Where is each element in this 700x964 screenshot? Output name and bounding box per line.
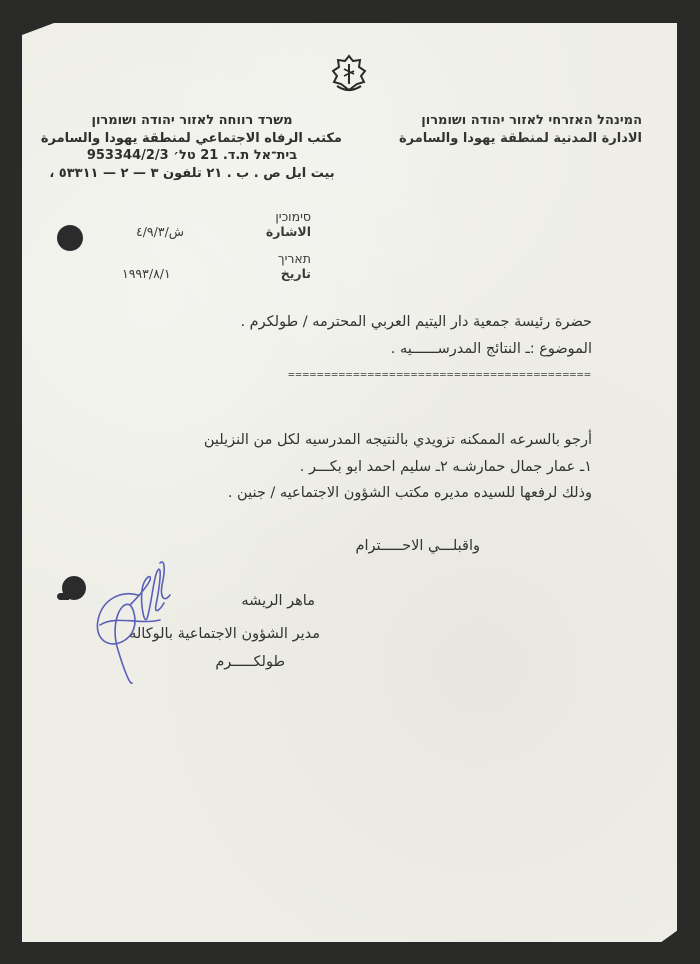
header-left-address-hebrew: בית־אל ת.ד. 21 טל׳ 953344/2/3 [86,148,298,163]
date-label-ar: تاريخ [280,266,311,281]
reference-label-ar: الاشارة [265,224,311,239]
handwritten-signature-icon [90,555,180,695]
separator-rule: ========================================== [288,368,592,381]
addressee: حضرة رئيسة جمعية دار اليتيم العربي المحترمه / طولكرم . [240,314,592,330]
date-label-he: תאריך [277,251,311,266]
signatory-place: طولكـــــرم [215,654,285,670]
header-issuer-left [42,112,342,182]
punch-hole [57,593,69,600]
reference-value: ش/٤/٩/٣ [136,224,185,239]
body-line-names: ١ـ عمار جمال حمارشـه ٢ـ سليم احمد ابو بكـــر . [299,459,592,475]
reference-label-he: סימוכין [275,209,311,224]
punch-hole [57,225,83,251]
header-left-hebrew: משרד רווחה לאזור יהודה ושומרון [91,113,293,128]
header-right-hebrew: המינהל האזרחי לאזור יהודה ושומרון [421,113,642,128]
body-line-request: أرجو بالسرعه الممكنه تزويدي بالنتيجه المدرسيه لكل من النزيلين [203,432,592,448]
signatory-title: مدير الشؤون الاجتماعية بالوكاله [129,626,320,642]
header-issuer-right [399,112,642,148]
header-right-arabic: الادارة المدنية لمنطقة يهودا والسامرة [398,131,642,146]
header-left-arabic: مكتب الرفاه الاجتماعي لمنطقة يهودا والسامرة [40,130,342,146]
signatory-name: ماهر الريشه [241,593,315,609]
subject: الموضوع :ـ النتائج المدرسـ‍ـــــيه . [390,341,592,357]
date-value: ١٩٩٣/٨/١ [122,266,171,281]
header-left-address-arabic: بيت ايل ص . ب . ٢١ تلفون ٣ — ٢ — ٥٣٣١١ ، [49,165,335,181]
closing: واقبلـــي الاحـــــترام [355,538,480,554]
idf-emblem-icon [327,52,371,96]
body-line-forward: وذلك لرفعها للسيده مديره مكتب الشؤون الاجتماعيه / جنين . [227,485,592,501]
